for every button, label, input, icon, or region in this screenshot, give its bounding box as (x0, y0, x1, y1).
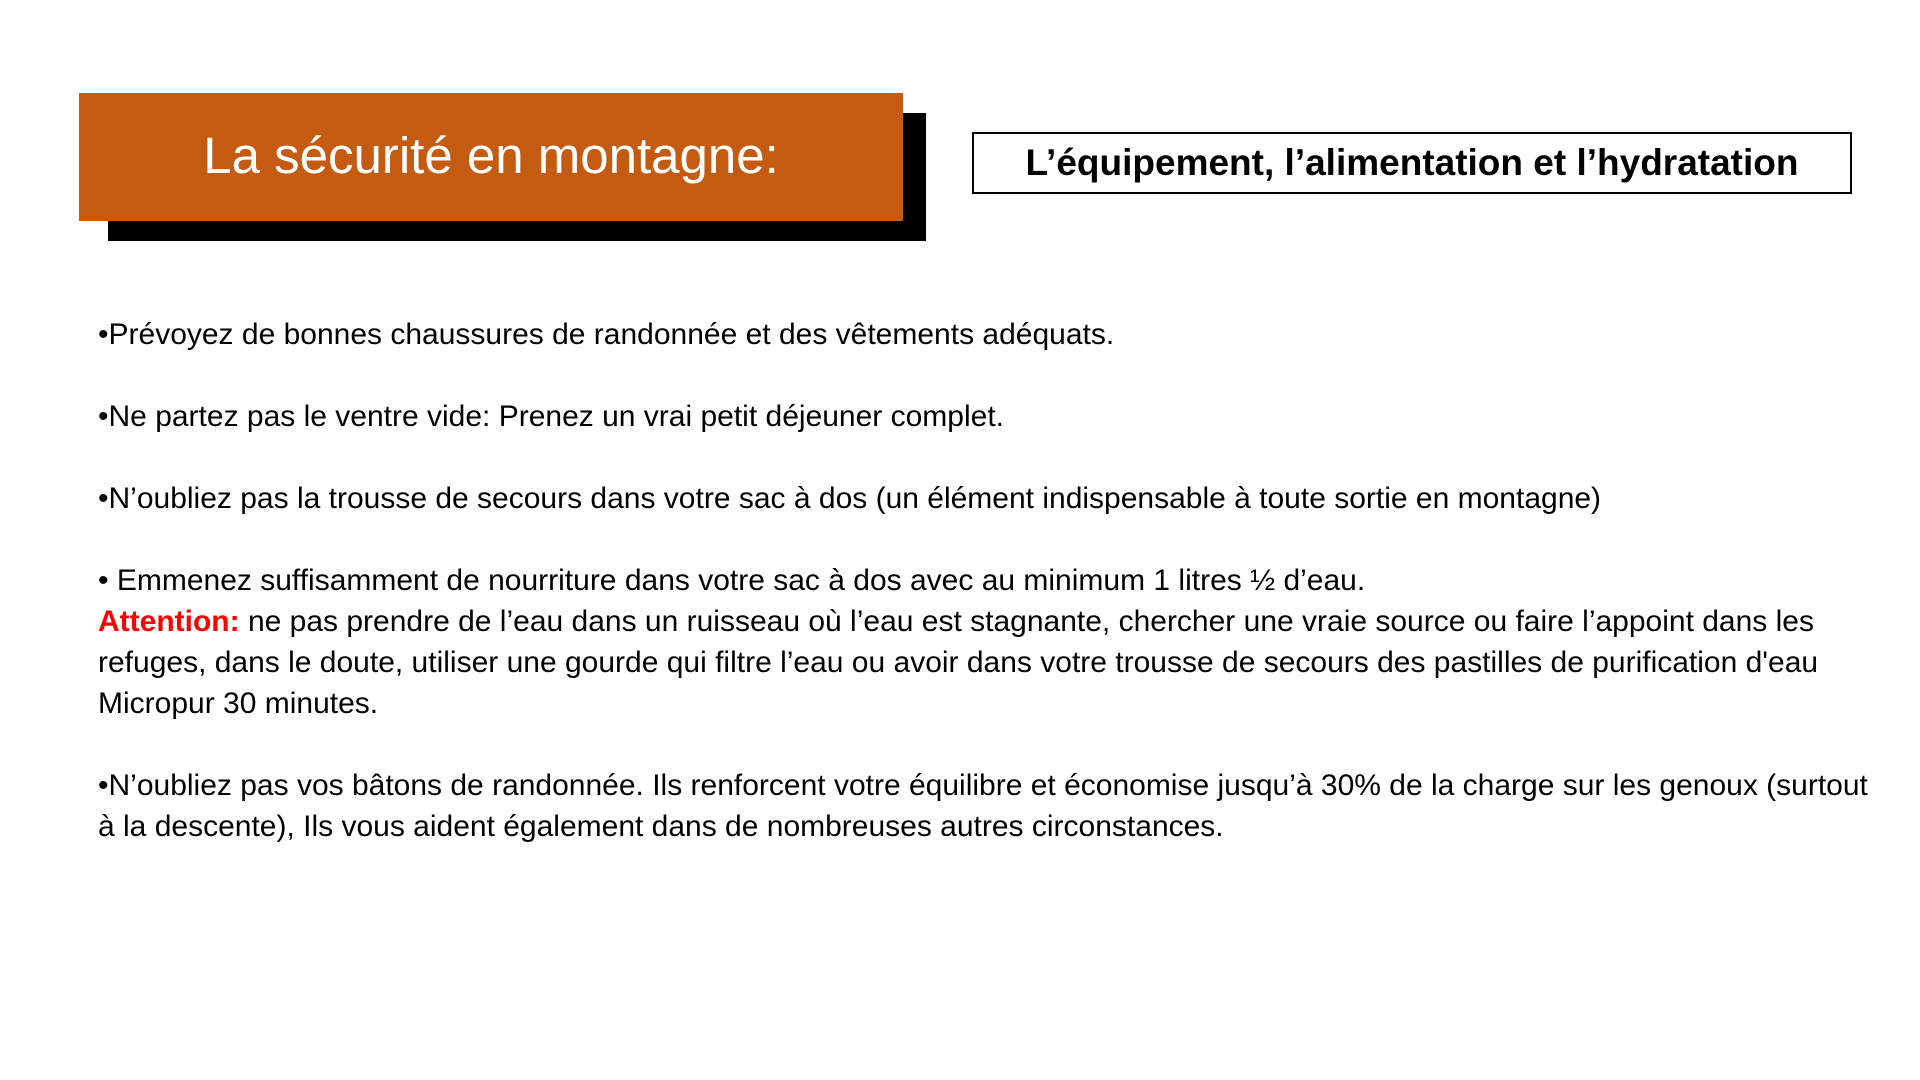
page-subtitle: L’équipement, l’alimentation et l’hydratation (1025, 142, 1799, 183)
bullet-shoes: •Prévoyez de bonnes chaussures de randonnée et des vêtements adéquats. (98, 318, 1115, 351)
bullet-hiking-poles: •N’oubliez pas vos bâtons de randonnée. Ils renforcent votre équilibre et économise jusqu’à 30% de la charge sur les genoux (surtout à la descente), Ils vous aident également dans de nombreuses autres circonstances. (98, 769, 1868, 843)
subtitle-box (972, 132, 1852, 194)
warning-text: ne pas prendre de l’eau dans un ruisseau où l’eau est stagnante, chercher une vraie source ou faire l’appoint dans les refuges, dans le doute, utiliser une gourde qui filtre l’eau ou avoir dans votre trousse de secours des pastilles de purification d'eau Micropur 30 minutes. (98, 605, 1819, 720)
bullet-food-water-text: • Emmenez suffisamment de nourriture dans votre sac à dos avec au minimum 1 litres ½ d’eau. (98, 564, 1366, 597)
bullet-breakfast: •Ne partez pas le ventre vide: Prenez un vrai petit déjeuner complet. (98, 400, 1004, 433)
page-title: La sécurité en montagne: (203, 126, 779, 184)
bullet-food-water (98, 560, 1878, 724)
warning-paragraph (98, 601, 1878, 724)
bullet-first-aid: •N’oubliez pas la trousse de secours dans votre sac à dos (un élément indispensable à toute sortie en montagne) (98, 482, 1602, 515)
title-banner (79, 93, 903, 221)
content-body (98, 314, 1878, 847)
warning-label: Attention: (98, 605, 240, 638)
